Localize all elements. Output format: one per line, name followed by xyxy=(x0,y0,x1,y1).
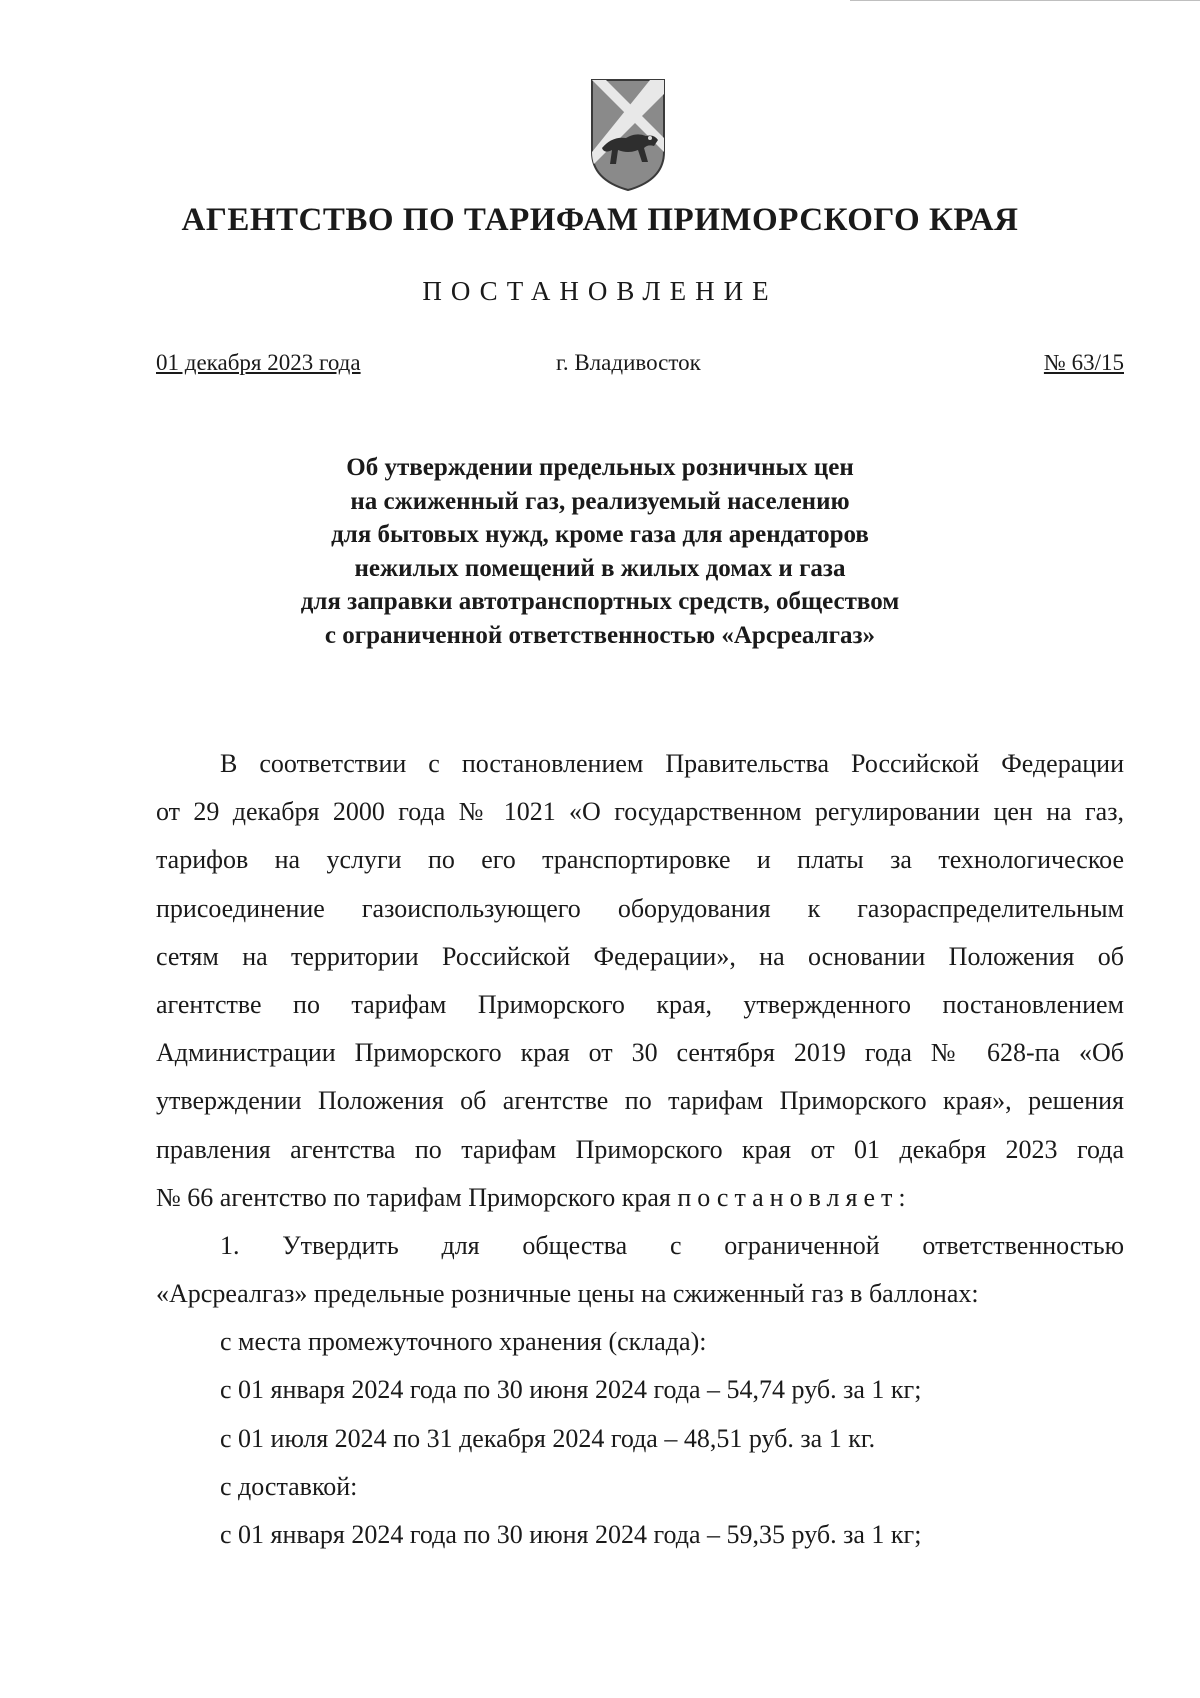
preamble-last-prefix: № 66 агентство по тарифам Приморского края xyxy=(156,1182,678,1212)
subject-line: на сжиженный газ, реализуемый населению xyxy=(350,487,850,515)
document-body xyxy=(156,740,1124,1559)
preamble-line: тарифов на услуги по его транспортировке и платы за технологическое xyxy=(156,845,1124,875)
storage-price-second-half: с 01 июля 2024 по 31 декабря 2024 года – 48,51 руб. за 1 кг. xyxy=(220,1423,876,1453)
preamble-line: правления агентства по тарифам Приморского края от 01 декабря 2023 года xyxy=(156,1134,1124,1164)
agency-title: АГЕНТСТВО ПО ТАРИФАМ ПРИМОРСКОГО КРАЯ xyxy=(181,202,1019,238)
subject-line: с ограниченной ответственностью «Арсреалгаз» xyxy=(324,621,876,649)
resolution-verb: постановляет: xyxy=(677,1182,912,1212)
subject-line: Об утверждении предельных розничных цен xyxy=(346,454,854,481)
subject-line: для заправки автотранспортных средств, обществом xyxy=(300,588,900,615)
document-type: ПОСТАНОВЛЕНИЕ xyxy=(422,276,778,306)
subject-line: для бытовых нужд, кроме газа для арендаторов xyxy=(331,521,869,548)
scan-edge-line xyxy=(850,0,1200,1)
preamble-line: от 29 декабря 2000 года № 1021 «О государственном регулировании цен на газ, xyxy=(156,797,1124,827)
storage-heading: с места промежуточного хранения (склада): xyxy=(220,1327,707,1357)
preamble-line: агентстве по тарифам Приморского края, утвержденного постановлением xyxy=(156,989,1124,1019)
subject-line: нежилых помещений в жилых домах и газа xyxy=(354,554,846,582)
delivery-price-first-half: с 01 января 2024 года по 30 июня 2024 года – 59,35 руб. за 1 кг; xyxy=(220,1520,922,1549)
preamble-line: Администрации Приморского края от 30 сентября 2019 года № 628-па «Об xyxy=(156,1038,1124,1068)
document-subject xyxy=(0,451,1200,652)
document-date: 01 декабря 2023 года xyxy=(156,350,361,375)
document-city: г. Владивосток xyxy=(556,350,701,375)
preamble-line: присоединение газоиспользующего оборудования к газораспределительным xyxy=(156,893,1124,923)
item-1-line: 1. Утвердить для общества с ограниченной ответственностью xyxy=(220,1230,1124,1260)
storage-price-first-half: с 01 января 2024 года по 30 июня 2024 года – 54,74 руб. за 1 кг; xyxy=(220,1375,922,1405)
delivery-heading: с доставкой: xyxy=(220,1471,358,1501)
preamble-line: утверждении Положения об агентстве по тарифам Приморского края», решения xyxy=(156,1086,1124,1116)
preamble-last-line xyxy=(156,1174,1124,1222)
document-number: № 63/15 xyxy=(1043,350,1124,375)
preamble-line: В соответствии с постановлением Правительства Российской Федерации xyxy=(220,749,1124,778)
preamble-line: сетям на территории Российской Федерации», на основании Положения об xyxy=(156,941,1124,971)
document-meta xyxy=(156,350,1124,382)
item-1-line: «Арсреалгаз» предельные розничные цены на сжиженный газ в баллонах: xyxy=(156,1279,979,1309)
coat-of-arms-icon xyxy=(588,76,668,194)
